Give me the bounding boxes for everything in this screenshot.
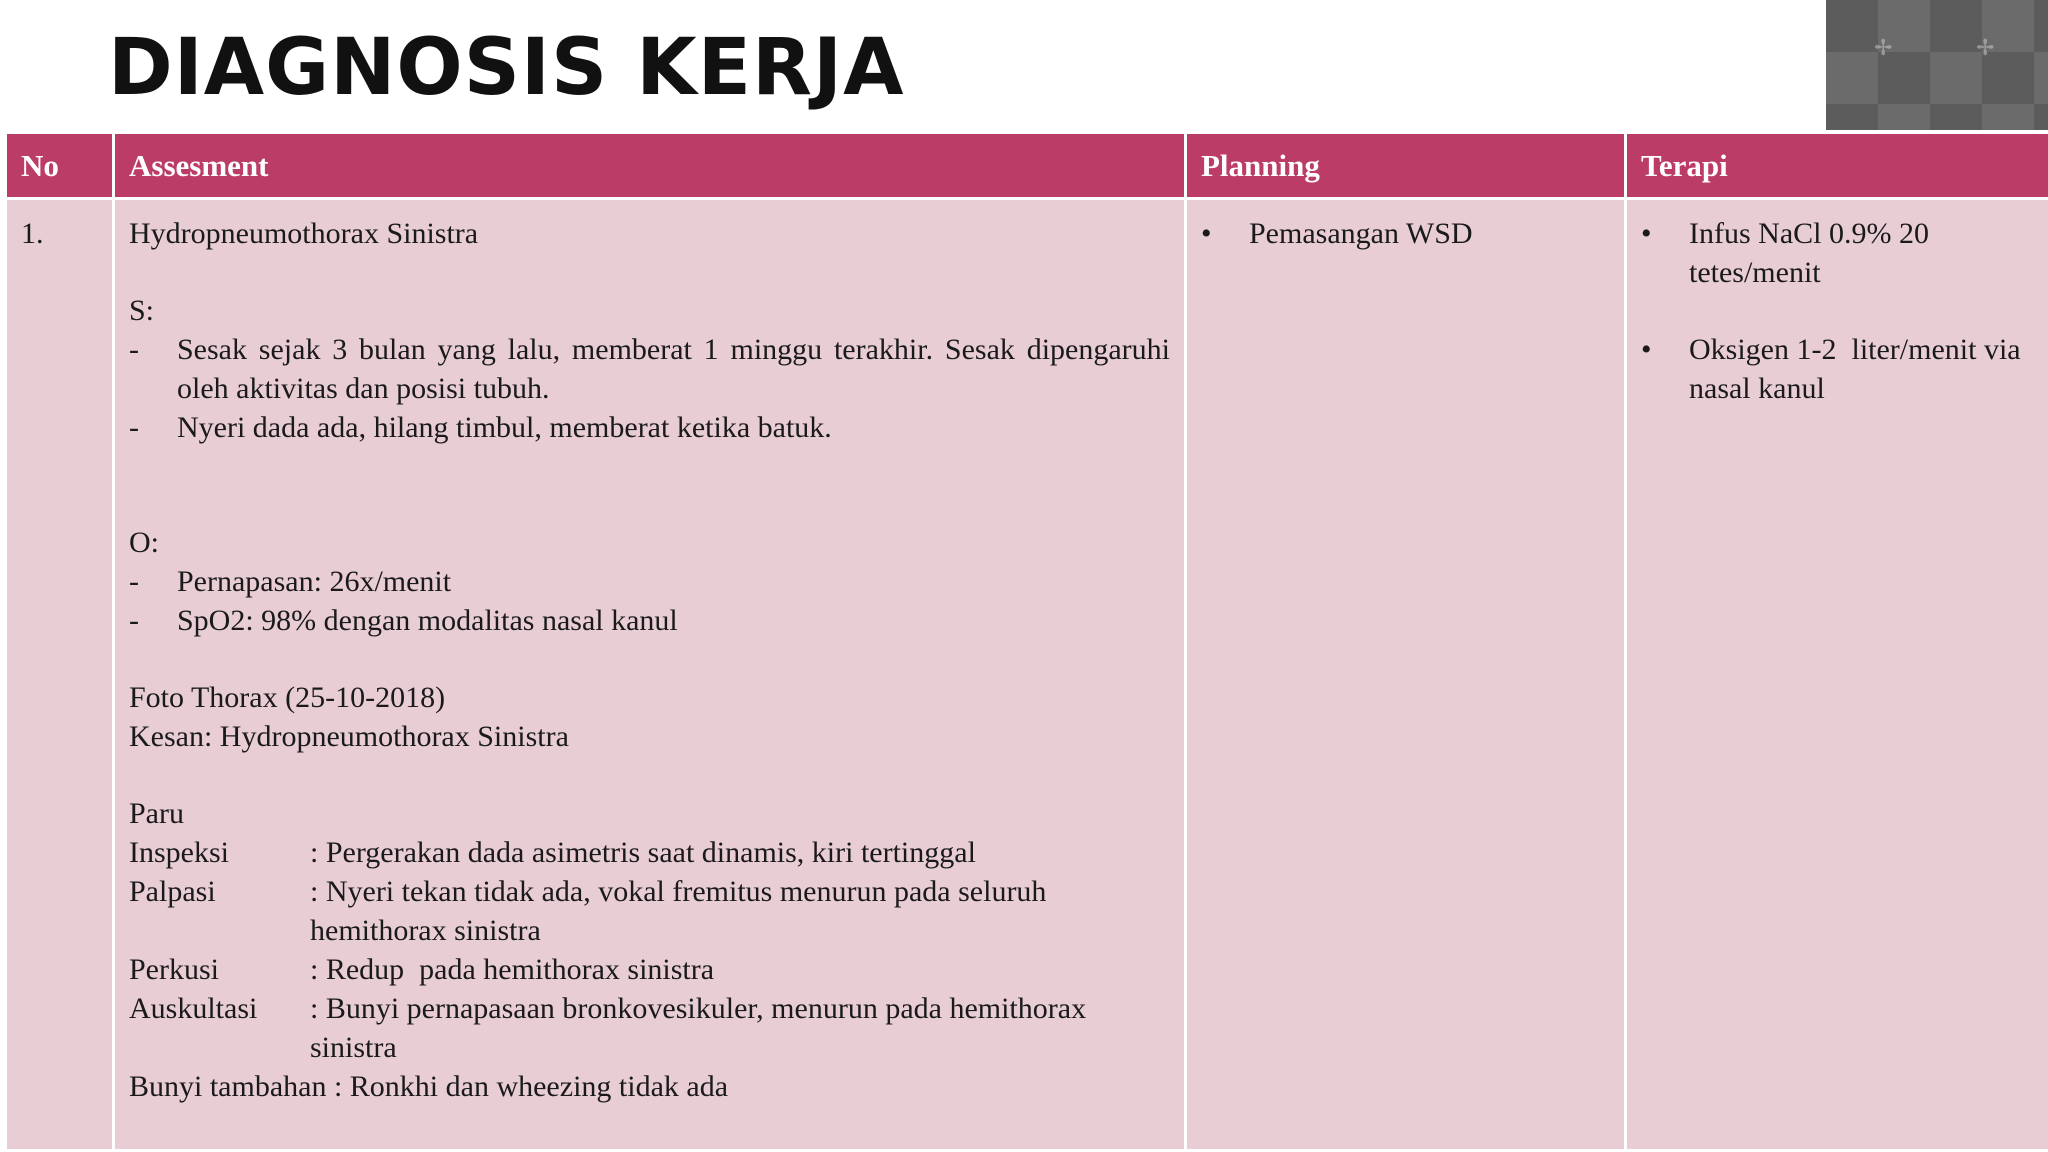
slide-title: DIAGNOSIS KERJA [108,23,905,113]
exam-row-auskultasi [129,989,1170,1067]
exam-row-inspeksi [129,833,1170,872]
bullet-marker: • [1641,333,1652,366]
header-assessment: Assesment [114,133,1186,199]
lung-exam-heading: Paru [129,797,184,830]
dash-marker: - [129,333,139,366]
objective-item-text: SpO2: 98% dengan modalitas nasal kanul [177,604,678,637]
exam-row-palpasi [129,872,1170,950]
planning-item-text: Pemasangan WSD [1249,217,1473,250]
exam-label: Auskultasi [129,992,258,1025]
cell-terapi [1626,199,2048,1151]
dash-marker: - [129,565,139,598]
planning-item [1201,214,1610,253]
diagnosis-table [4,131,2048,1152]
terapi-item-text: Infus NaCl 0.9% 20 tetes/menit [1689,217,1929,289]
bullet-marker: • [1201,217,1212,250]
exam-label: Palpasi [129,875,216,908]
decorative-pattern [1826,0,2048,130]
exam-row-perkusi [129,950,1170,989]
dash-marker: - [129,604,139,637]
cell-no [6,199,114,1151]
cell-planning [1186,199,1626,1151]
objective-label: O: [129,526,159,559]
sparkle-icon: ✢ [1976,36,1995,61]
objective-item-text: Pernapasan: 26x/menit [177,565,452,598]
table-row [6,199,2048,1151]
diagnosis-table-container [4,131,2048,1152]
cell-assessment [114,199,1186,1151]
subjective-item-text: Sesak sejak 3 bulan yang lalu, memberat 1 minggu terakhir. Sesak dipengaruhi oleh aktivitas dan posisi tubuh. [177,333,1170,405]
exam-value: : Nyeri tekan tidak ada, vokal fremitus menurun pada seluruh hemithorax sinistra [310,875,1047,947]
diagnosis-name: Hydropneumothorax Sinistra [129,217,479,250]
xray-title: Foto Thorax (25-10-2018) [129,681,446,714]
subjective-label: S: [129,294,155,327]
bullet-marker: • [1641,217,1652,250]
terapi-item [1641,214,2034,292]
table-header-row [6,133,2048,199]
header-terapi: Terapi [1626,133,2048,199]
subjective-item [129,330,1170,408]
subjective-item [129,408,1170,447]
additional-sounds: Bunyi tambahan : Ronkhi dan wheezing tidak ada [129,1070,729,1103]
sparkle-icon: ✢ [1874,36,1893,61]
exam-value: : Redup pada hemithorax sinistra [310,953,715,986]
xray-impression: Kesan: Hydropneumothorax Sinistra [129,720,569,753]
objective-item [129,601,1170,640]
subjective-item-text: Nyeri dada ada, hilang timbul, memberat ketika batuk. [177,411,832,444]
terapi-item [1641,330,2034,408]
exam-value: : Bunyi pernapasaan bronkovesikuler, menurun pada hemithorax sinistra [310,992,1087,1064]
dash-marker: - [129,411,139,444]
exam-label: Inspeksi [129,836,229,869]
header-no: No [6,133,114,199]
exam-label: Perkusi [129,953,219,986]
exam-value: : Pergerakan dada asimetris saat dinamis, kiri tertinggal [310,836,976,869]
terapi-item-text: Oksigen 1-2 liter/menit via nasal kanul [1689,333,2029,405]
row-number: 1. [21,217,44,250]
header-planning: Planning [1186,133,1626,199]
objective-item [129,562,1170,601]
